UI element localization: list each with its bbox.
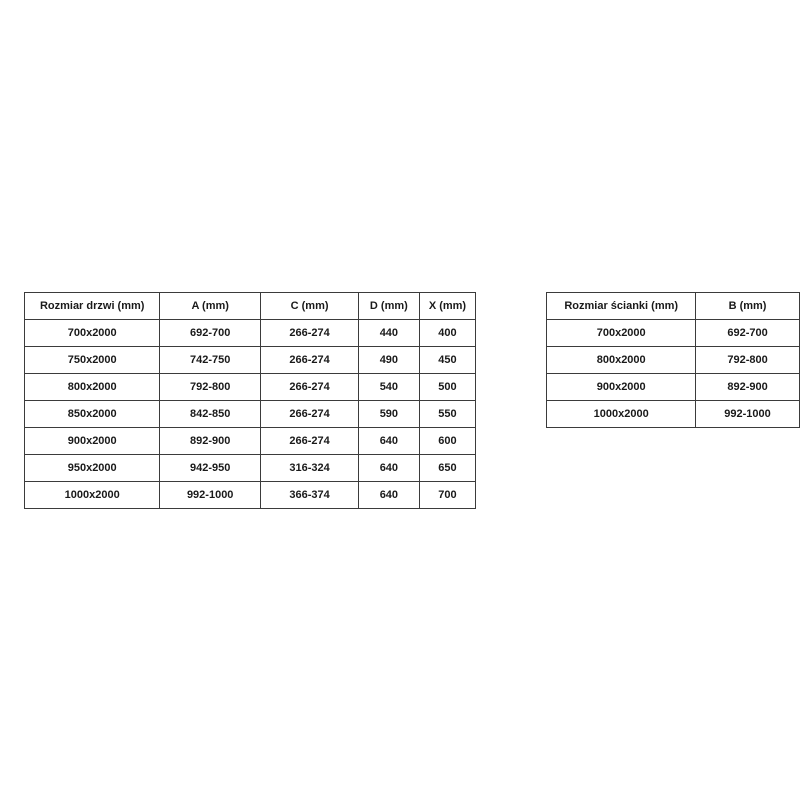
table-header-row — [25, 293, 476, 320]
cell-c: 266-274 — [261, 374, 359, 401]
walls-table-block — [546, 292, 800, 428]
table-row — [25, 428, 476, 455]
cell-size: 800x2000 — [547, 347, 696, 374]
cell-size: 1000x2000 — [25, 482, 160, 509]
table-row — [547, 347, 800, 374]
cell-a: 892-900 — [160, 428, 261, 455]
column-header-a: A (mm) — [160, 293, 261, 320]
table-row — [25, 401, 476, 428]
table-row — [25, 455, 476, 482]
column-header-d: D (mm) — [359, 293, 419, 320]
cell-c: 266-274 — [261, 428, 359, 455]
cell-x: 500 — [419, 374, 476, 401]
cell-size: 1000x2000 — [547, 401, 696, 428]
table-row — [25, 482, 476, 509]
cell-x: 450 — [419, 347, 476, 374]
cell-c: 266-274 — [261, 347, 359, 374]
doors-table-block — [24, 292, 476, 509]
cell-b: 892-900 — [696, 374, 800, 401]
cell-size: 950x2000 — [25, 455, 160, 482]
cell-x: 650 — [419, 455, 476, 482]
cell-size: 750x2000 — [25, 347, 160, 374]
cell-size: 850x2000 — [25, 401, 160, 428]
table-row — [25, 347, 476, 374]
cell-c: 266-274 — [261, 401, 359, 428]
cell-b: 992-1000 — [696, 401, 800, 428]
column-header-rozmiar-scianki: Rozmiar ścianki (mm) — [547, 293, 696, 320]
cell-x: 400 — [419, 320, 476, 347]
cell-size: 800x2000 — [25, 374, 160, 401]
table-row — [547, 401, 800, 428]
cell-a: 842-850 — [160, 401, 261, 428]
cell-c: 366-374 — [261, 482, 359, 509]
cell-c: 316-324 — [261, 455, 359, 482]
column-header-x: X (mm) — [419, 293, 476, 320]
cell-b: 792-800 — [696, 347, 800, 374]
cell-size: 700x2000 — [547, 320, 696, 347]
cell-d: 540 — [359, 374, 419, 401]
cell-d: 590 — [359, 401, 419, 428]
cell-d: 640 — [359, 455, 419, 482]
column-header-b: B (mm) — [696, 293, 800, 320]
table-header-row — [547, 293, 800, 320]
column-header-rozmiar-drzwi: Rozmiar drzwi (mm) — [25, 293, 160, 320]
table-row — [547, 374, 800, 401]
walls-dimensions-table — [546, 292, 800, 428]
cell-a: 992-1000 — [160, 482, 261, 509]
cell-a: 692-700 — [160, 320, 261, 347]
doors-dimensions-table — [24, 292, 476, 509]
cell-b: 692-700 — [696, 320, 800, 347]
column-header-c: C (mm) — [261, 293, 359, 320]
cell-d: 640 — [359, 482, 419, 509]
cell-x: 700 — [419, 482, 476, 509]
table-row — [547, 320, 800, 347]
cell-size: 900x2000 — [25, 428, 160, 455]
tables-row — [0, 292, 800, 509]
cell-a: 942-950 — [160, 455, 261, 482]
table-row — [25, 320, 476, 347]
cell-x: 550 — [419, 401, 476, 428]
cell-c: 266-274 — [261, 320, 359, 347]
cell-d: 640 — [359, 428, 419, 455]
cell-d: 490 — [359, 347, 419, 374]
cell-x: 600 — [419, 428, 476, 455]
cell-a: 742-750 — [160, 347, 261, 374]
table-row — [25, 374, 476, 401]
cell-d: 440 — [359, 320, 419, 347]
cell-size: 900x2000 — [547, 374, 696, 401]
cell-size: 700x2000 — [25, 320, 160, 347]
cell-a: 792-800 — [160, 374, 261, 401]
